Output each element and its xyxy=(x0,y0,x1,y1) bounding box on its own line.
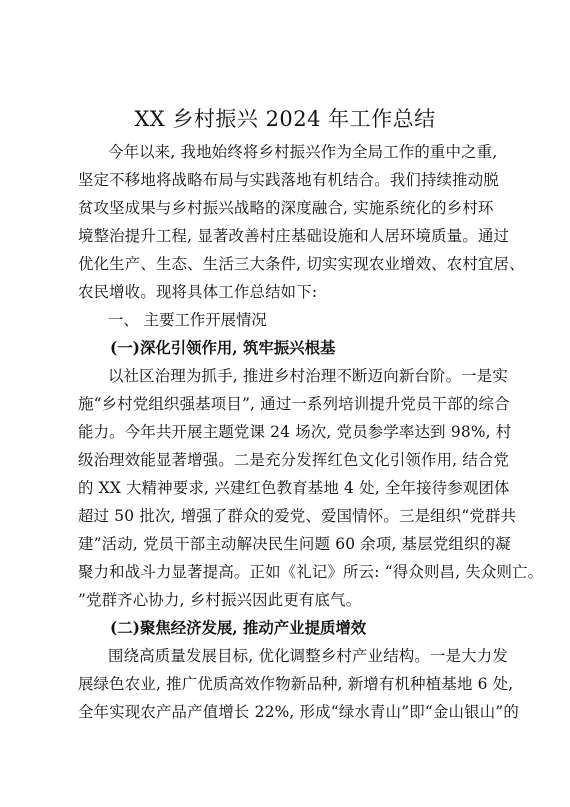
document-title: XX 乡村振兴 2024 年工作总结 xyxy=(134,107,436,131)
paragraph-line: 超过 50 批次, 增强了群众的爱党、爱国情怀。三是组织“党群共 xyxy=(78,507,517,525)
paragraph-line: ”党群齐心协力, 乡村振兴因此更有底气。 xyxy=(78,591,362,609)
paragraph-line: 级治理效能显著增强。二是充分发挥红色文化引领作用, 结合党 xyxy=(78,451,510,469)
subsection-heading: (二)聚焦经济发展, 推动产业提质增效 xyxy=(110,619,367,637)
paragraph-line: 以社区治理为抓手, 推进乡村治理不断迈向新台阶。一是实 xyxy=(108,367,508,385)
paragraph-line: 聚力和战斗力显著提高。正如《礼记》所云: “得众则昌, 失众则亡。 xyxy=(78,563,544,581)
paragraph-line: 全年实现农产品产值增长 22%, 形成“绿水青山”即“金山银山”的 xyxy=(78,703,519,721)
paragraph-line: 的 XX 大精神要求, 兴建红色教育基地 4 处, 全年接待参观团体 xyxy=(78,479,510,497)
section-heading: 一、 主要工作开展情况 xyxy=(108,311,267,329)
paragraph-line: 农民增收。现将具体工作总结如下: xyxy=(78,283,318,301)
paragraph-line: 境整治提升工程, 显著改善村庄基础设施和人居环境质量。通过 xyxy=(78,227,510,245)
paragraph-line: 今年以来, 我地始终将乡村振兴作为全局工作的重中之重, xyxy=(108,143,498,161)
paragraph-line: 贫攻坚成果与乡村振兴战略的深度融合, 实施系统化的乡村环 xyxy=(78,199,494,217)
paragraph-line: 坚定不移地将战略布局与实践落地有机结合。我们持续推动脱 xyxy=(78,171,499,189)
paragraph-line: 建”活动, 党员干部主动解决民生问题 60 余项, 基层党组织的凝 xyxy=(78,535,511,553)
paragraph-line: 能力。今年共开展主题党课 24 场次, 党员参学率达到 98%, 村 xyxy=(78,423,512,441)
paragraph-line: 围绕高质量发展目标, 优化调整乡村产业结构。一是大力发 xyxy=(108,647,508,665)
subsection-heading: (一)深化引领作用, 筑牢振兴根基 xyxy=(110,339,336,357)
paragraph-line: 施“乡村党组织强基项目”, 通过一系列培训提升党员干部的综合 xyxy=(78,395,510,413)
paragraph-line: 优化生产、生态、生活三大条件, 切实实现农业增效、农村宜居、 xyxy=(78,255,525,273)
paragraph-line: 展绿色农业, 推广优质高效作物新品种, 新增有机种植基地 6 处, xyxy=(78,675,514,693)
